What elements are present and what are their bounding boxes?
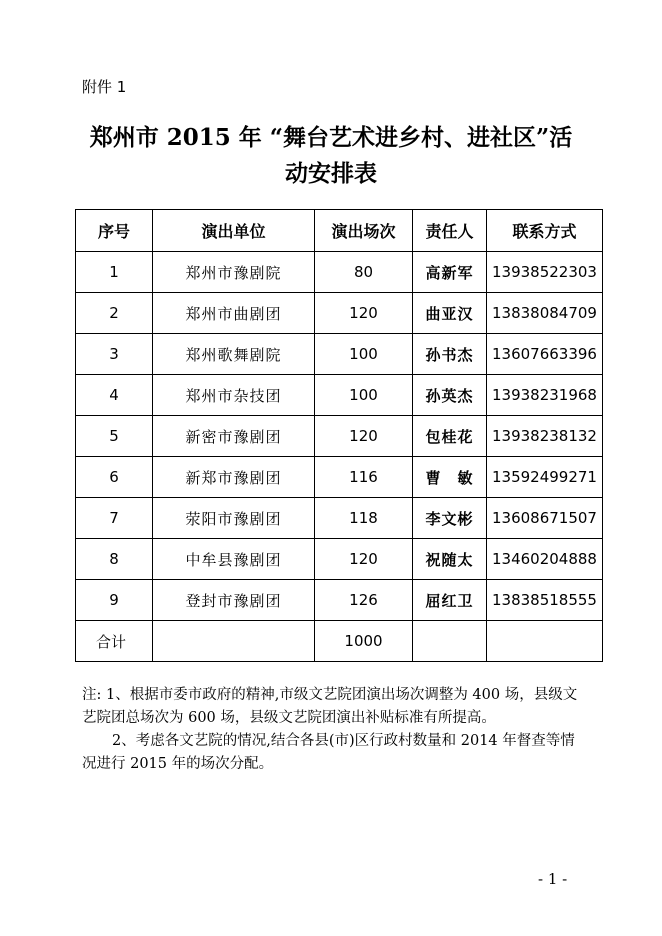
cell-person: 高新军 bbox=[413, 252, 487, 293]
cell-contact: 13938231968 bbox=[487, 375, 603, 416]
cell-contact: 13938238132 bbox=[487, 416, 603, 457]
cell-person: 曹 敏 bbox=[413, 457, 487, 498]
note-1: 注: 1、根据市委市政府的精神,市级文艺院团演出场次调整为 400 场，县级文艺院团总场次为 600 场，县级文艺院团演出补贴标准有所提高。 bbox=[82, 687, 578, 726]
cell-index: 2 bbox=[76, 293, 153, 334]
header-index: 序号 bbox=[76, 210, 153, 252]
cell-contact: 13838518555 bbox=[487, 580, 603, 621]
table-row bbox=[76, 334, 603, 375]
title-line-1: 郑州市 2015 年 “舞台艺术进乡村、进社区”活 bbox=[89, 124, 573, 151]
cell-shows: 118 bbox=[315, 498, 413, 539]
cell-index: 8 bbox=[76, 539, 153, 580]
cell-shows: 120 bbox=[315, 539, 413, 580]
header-person: 责任人 bbox=[413, 210, 487, 252]
cell-shows: 120 bbox=[315, 293, 413, 334]
cell-index: 5 bbox=[76, 416, 153, 457]
cell-unit: 新郑市豫剧团 bbox=[153, 457, 315, 498]
cell-person: 包桂花 bbox=[413, 416, 487, 457]
cell-unit: 郑州市杂技团 bbox=[153, 375, 315, 416]
cell-unit: 登封市豫剧团 bbox=[153, 580, 315, 621]
cell-index: 3 bbox=[76, 334, 153, 375]
note-2: 2、考虑各文艺院的情况,结合各县(市)区行政村数量和 2014 年督查等情况进行 2015 年的场次分配。 bbox=[82, 733, 575, 772]
page-number: - 1 - bbox=[538, 870, 568, 888]
table-row bbox=[76, 457, 603, 498]
cell-person: 李文彬 bbox=[413, 498, 487, 539]
cell-contact: 13608671507 bbox=[487, 498, 603, 539]
table-row bbox=[76, 539, 603, 580]
schedule-table bbox=[75, 209, 603, 662]
table-row bbox=[76, 375, 603, 416]
cell-index: 4 bbox=[76, 375, 153, 416]
attachment-label: 附件 1 bbox=[82, 78, 127, 96]
cell-person: 孙书杰 bbox=[413, 334, 487, 375]
title-line-2: 动安排表 bbox=[285, 160, 377, 187]
cell-shows: 126 bbox=[315, 580, 413, 621]
total-person bbox=[413, 621, 487, 662]
cell-contact: 13938522303 bbox=[487, 252, 603, 293]
cell-person: 曲亚汉 bbox=[413, 293, 487, 334]
cell-index: 1 bbox=[76, 252, 153, 293]
cell-contact: 13460204888 bbox=[487, 539, 603, 580]
cell-unit: 郑州市曲剧团 bbox=[153, 293, 315, 334]
cell-unit: 郑州市豫剧院 bbox=[153, 252, 315, 293]
cell-shows: 116 bbox=[315, 457, 413, 498]
cell-contact: 13607663396 bbox=[487, 334, 603, 375]
table-row bbox=[76, 293, 603, 334]
total-unit bbox=[153, 621, 315, 662]
table-row bbox=[76, 416, 603, 457]
table-row bbox=[76, 580, 603, 621]
cell-shows: 100 bbox=[315, 375, 413, 416]
header-shows: 演出场次 bbox=[315, 210, 413, 252]
total-label: 合计 bbox=[76, 621, 153, 662]
cell-index: 9 bbox=[76, 580, 153, 621]
header-unit: 演出单位 bbox=[153, 210, 315, 252]
table-row bbox=[76, 252, 603, 293]
cell-index: 6 bbox=[76, 457, 153, 498]
cell-contact: 13592499271 bbox=[487, 457, 603, 498]
table-total-row bbox=[76, 621, 603, 662]
cell-shows: 120 bbox=[315, 416, 413, 457]
cell-person: 屈红卫 bbox=[413, 580, 487, 621]
cell-unit: 中牟县豫剧团 bbox=[153, 539, 315, 580]
cell-person: 孙英杰 bbox=[413, 375, 487, 416]
cell-shows: 80 bbox=[315, 252, 413, 293]
document-title bbox=[70, 120, 592, 192]
cell-person: 祝随太 bbox=[413, 539, 487, 580]
cell-contact: 13838084709 bbox=[487, 293, 603, 334]
cell-shows: 100 bbox=[315, 334, 413, 375]
cell-index: 7 bbox=[76, 498, 153, 539]
cell-unit: 新密市豫剧团 bbox=[153, 416, 315, 457]
total-contact bbox=[487, 621, 603, 662]
cell-unit: 荥阳市豫剧团 bbox=[153, 498, 315, 539]
notes bbox=[82, 684, 582, 776]
total-shows: 1000 bbox=[315, 621, 413, 662]
table-header-row bbox=[76, 210, 603, 252]
cell-unit: 郑州歌舞剧院 bbox=[153, 334, 315, 375]
table-row bbox=[76, 498, 603, 539]
header-contact: 联系方式 bbox=[487, 210, 603, 252]
